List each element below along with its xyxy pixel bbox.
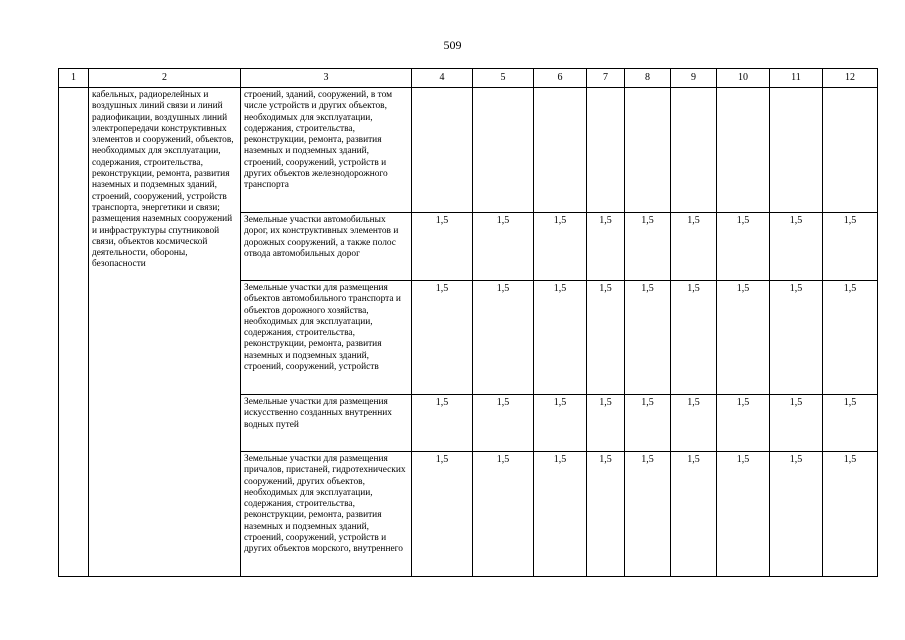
table-row <box>59 88 878 213</box>
land-type-cell: Земельные участки для размещения объектов автомобильного транспорта и объектов дорожного хозяйства, необходимых для эксплуатации, содержания, строительства, реконструкции, ремонта, развития наземных и подземных зданий, строений, сооружений, устройств <box>241 281 412 395</box>
header-cell: 8 <box>625 69 671 88</box>
value-cell: 1,5 <box>770 213 823 281</box>
value-cell: 1,5 <box>770 395 823 452</box>
value-cell: 1,5 <box>823 395 878 452</box>
value-cell <box>412 88 473 213</box>
value-cell: 1,5 <box>473 213 534 281</box>
value-cell: 1,5 <box>671 281 717 395</box>
value-cell: 1,5 <box>587 395 625 452</box>
value-cell: 1,5 <box>473 395 534 452</box>
value-cell: 1,5 <box>717 452 770 577</box>
land-type-cell: Земельные участки для размещения причалов, пристаней, гидротехнических сооружений, других объектов, необходимых для эксплуатации, содержания, строительства, реконструкции, ремонта, развития наземных и подземных зданий, строений, сооружений, устройств и других объектов морского, внутреннего <box>241 452 412 577</box>
category-description-cell: кабельных, радиорелейных и воздушных линий связи и линий радиофикации, воздушных линий электропередачи конструктивных элементов и сооружений, объектов, необходимых для эксплуатации, содержания, строительства, реконструкции, ремонта, развития наземных и подземных зданий, строений, сооружений, устройств транспорта, энергетики и связи; размещения наземных сооружений и инфраструктуры спутниковой связи, объектов космической деятельности, обороны, безопасности <box>89 88 241 577</box>
value-cell: 1,5 <box>823 452 878 577</box>
header-cell: 1 <box>59 69 89 88</box>
value-cell: 1,5 <box>412 395 473 452</box>
header-cell: 10 <box>717 69 770 88</box>
value-cell: 1,5 <box>717 213 770 281</box>
header-cell: 4 <box>412 69 473 88</box>
value-cell: 1,5 <box>473 452 534 577</box>
value-cell <box>534 88 587 213</box>
value-cell <box>823 88 878 213</box>
tariff-table <box>58 68 878 577</box>
value-cell <box>671 88 717 213</box>
value-cell: 1,5 <box>412 281 473 395</box>
value-cell: 1,5 <box>412 213 473 281</box>
value-cell: 1,5 <box>671 395 717 452</box>
value-cell: 1,5 <box>625 452 671 577</box>
value-cell: 1,5 <box>671 452 717 577</box>
value-cell <box>473 88 534 213</box>
header-row <box>59 69 878 88</box>
value-cell: 1,5 <box>770 281 823 395</box>
value-cell: 1,5 <box>473 281 534 395</box>
value-cell: 1,5 <box>587 452 625 577</box>
value-cell: 1,5 <box>587 213 625 281</box>
value-cell: 1,5 <box>823 213 878 281</box>
header-cell: 9 <box>671 69 717 88</box>
value-cell: 1,5 <box>625 281 671 395</box>
header-cell: 2 <box>89 69 241 88</box>
value-cell: 1,5 <box>534 395 587 452</box>
row-number-cell <box>59 88 89 577</box>
header-cell: 11 <box>770 69 823 88</box>
value-cell <box>717 88 770 213</box>
value-cell: 1,5 <box>625 213 671 281</box>
value-cell: 1,5 <box>823 281 878 395</box>
header-cell: 12 <box>823 69 878 88</box>
value-cell: 1,5 <box>534 452 587 577</box>
value-cell: 1,5 <box>412 452 473 577</box>
value-cell: 1,5 <box>717 395 770 452</box>
value-cell: 1,5 <box>587 281 625 395</box>
value-cell <box>625 88 671 213</box>
header-cell: 7 <box>587 69 625 88</box>
header-cell: 5 <box>473 69 534 88</box>
land-type-cell: строений, зданий, сооружений, в том числе устройств и других объектов, необходимых для эксплуатации, содержания, строительства, реконструкции, ремонта, развития наземных и подземных зданий, строений, сооружений, устройств и других объектов железнодорожного транспорта <box>241 88 412 213</box>
page-number: 509 <box>443 38 462 52</box>
value-cell <box>587 88 625 213</box>
value-cell <box>770 88 823 213</box>
value-cell: 1,5 <box>534 281 587 395</box>
value-cell: 1,5 <box>534 213 587 281</box>
land-type-cell: Земельные участки автомобильных дорог, их конструктивных элементов и дорожных сооружений, а также полос отвода автомобильных дорог <box>241 213 412 281</box>
header-cell: 3 <box>241 69 412 88</box>
value-cell: 1,5 <box>717 281 770 395</box>
land-type-cell: Земельные участки для размещения искусственно созданных внутренних водных путей <box>241 395 412 452</box>
header-cell: 6 <box>534 69 587 88</box>
value-cell: 1,5 <box>671 213 717 281</box>
value-cell: 1,5 <box>770 452 823 577</box>
value-cell: 1,5 <box>625 395 671 452</box>
